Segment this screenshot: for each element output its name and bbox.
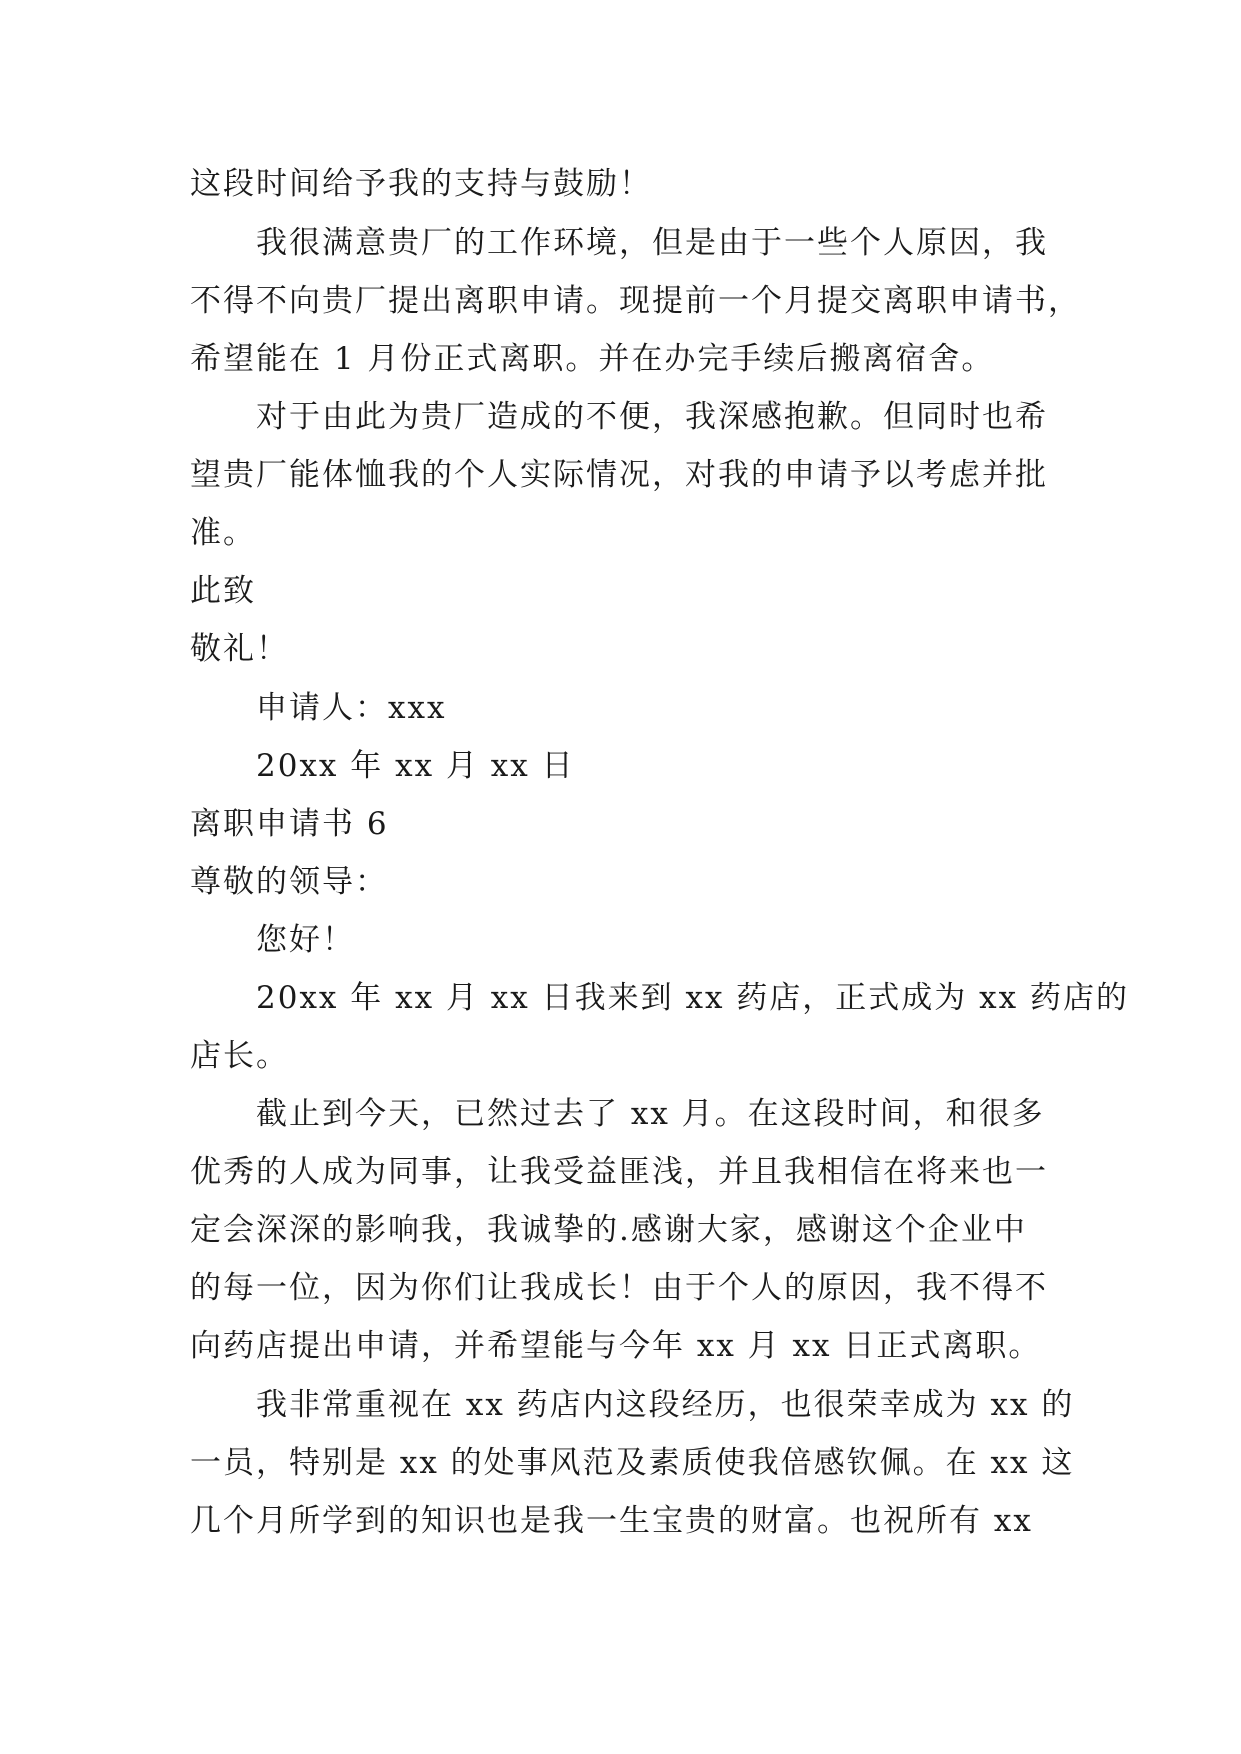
text-line: 优秀的人成为同事，让我受益匪浅，并且我相信在将来也一: [190, 1154, 1048, 1190]
text-line: 向药店提出申请，并希望能与今年 xx 月 xx 日正式离职。: [190, 1328, 1042, 1364]
text-line: 店长。: [190, 1038, 289, 1074]
signature-applicant: 申请人：xxx: [256, 690, 447, 726]
text-line: 望贵厂能体恤我的个人实际情况，对我的申请予以考虑并批: [190, 457, 1048, 493]
text-line: 我很满意贵厂的工作环境，但是由于一些个人原因，我: [256, 225, 1048, 261]
salutation-line: 敬礼！: [190, 631, 289, 667]
text-line: 准。: [190, 515, 256, 551]
text-line: 希望能在 1 月份正式离职。并在办完手续后搬离宿舍。: [190, 341, 995, 377]
section-heading: 离职申请书 6: [190, 806, 389, 842]
text-line: 20xx 年 xx 月 xx 日我来到 xx 药店，正式成为 xx 药店的: [256, 980, 1129, 1016]
salutation-line: 此致: [190, 573, 256, 609]
text-line: 不得不向贵厂提出离职申请。现提前一个月提交离职申请书，: [190, 283, 1081, 319]
text-line: 对于由此为贵厂造成的不便，我深感抱歉。但同时也希: [256, 399, 1048, 435]
text-line: 定会深深的影响我，我诚挚的.感谢大家，感谢这个企业中: [190, 1212, 1027, 1248]
greeting-line: 尊敬的领导：: [190, 864, 388, 900]
text-line: 几个月所学到的知识也是我一生宝贵的财富。也祝所有 xx: [190, 1503, 1033, 1539]
text-line: 这段时间给予我的支持与鼓励！: [190, 166, 652, 202]
text-line: 截止到今天，已然过去了 xx 月。在这段时间，和很多: [256, 1096, 1045, 1132]
text-line: 我非常重视在 xx 药店内这段经历，也很荣幸成为 xx 的: [256, 1387, 1075, 1423]
text-line: 的每一位，因为你们让我成长！由于个人的原因，我不得不: [190, 1270, 1048, 1306]
greeting-line: 您好！: [256, 922, 355, 958]
signature-date: 20xx 年 xx 月 xx 日: [256, 748, 575, 784]
text-line: 一员，特别是 xx 的处事风范及素质使我倍感钦佩。在 xx 这: [190, 1445, 1075, 1481]
